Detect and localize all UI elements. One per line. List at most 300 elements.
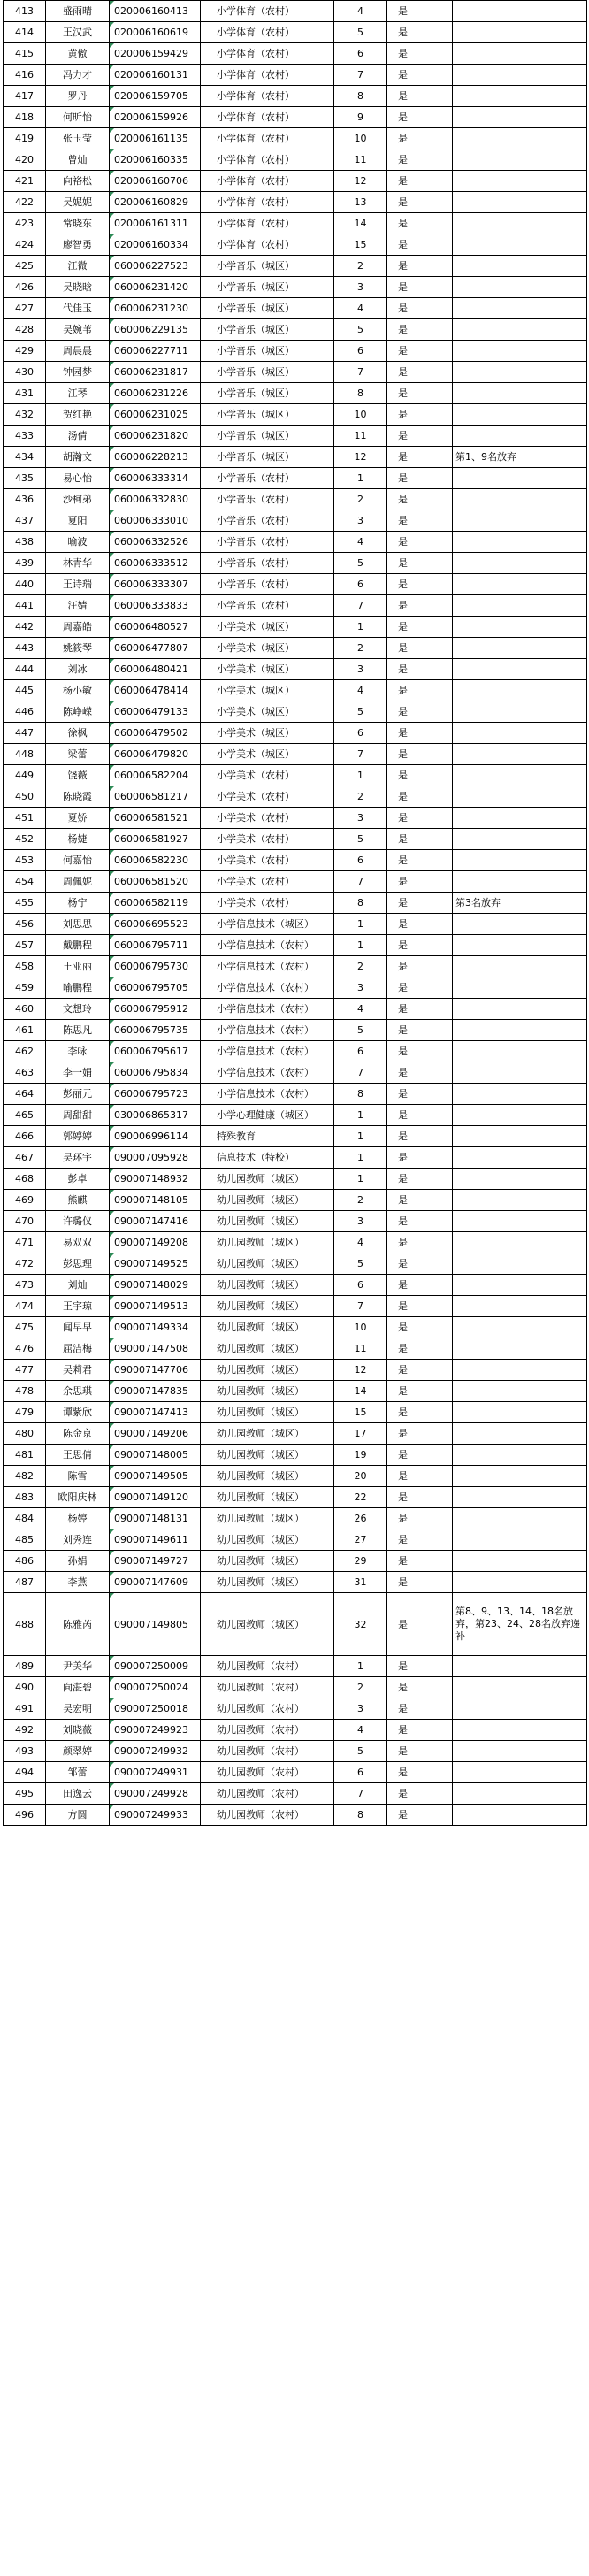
table-row xyxy=(4,680,587,702)
cell-indicator-icon xyxy=(110,1338,114,1343)
candidate-name-cell: 冯力才 xyxy=(46,65,110,86)
rank-cell: 2 xyxy=(334,956,387,978)
table-row xyxy=(4,1487,587,1508)
remark-cell xyxy=(453,1296,587,1317)
cell-indicator-icon xyxy=(110,829,114,833)
remark-cell xyxy=(453,1232,587,1254)
exam-id-cell: 060006333314 xyxy=(110,468,201,489)
table-row xyxy=(4,1445,587,1466)
rank-cell: 31 xyxy=(334,1572,387,1593)
rank-cell: 13 xyxy=(334,192,387,213)
candidate-name-cell: 孙娟 xyxy=(46,1551,110,1572)
position-cell: 幼儿园教师（城区） xyxy=(201,1296,334,1317)
qualified-flag-cell: 是 xyxy=(387,808,453,829)
cell-indicator-icon xyxy=(110,680,114,685)
exam-id-cell: 020006159429 xyxy=(110,43,201,65)
candidate-name-cell: 张玉莹 xyxy=(46,128,110,150)
exam-id-cell: 090007149206 xyxy=(110,1423,201,1445)
candidate-name-cell: 尹美华 xyxy=(46,1656,110,1677)
candidate-name-cell: 夏娇 xyxy=(46,808,110,829)
qualified-flag-cell: 是 xyxy=(387,213,453,234)
remark-cell xyxy=(453,829,587,850)
qualified-flag-cell: 是 xyxy=(387,1741,453,1762)
position-cell: 幼儿园教师（农村） xyxy=(201,1805,334,1826)
rank-cell: 3 xyxy=(334,808,387,829)
exam-id-cell: 090007149334 xyxy=(110,1317,201,1338)
candidate-name-cell: 彭丽元 xyxy=(46,1084,110,1105)
qualified-flag-cell: 是 xyxy=(387,1169,453,1190)
position-cell: 幼儿园教师（城区） xyxy=(201,1572,334,1593)
row-number-cell: 422 xyxy=(4,192,46,213)
rank-cell: 2 xyxy=(334,489,387,510)
candidate-name-cell: 杨婷 xyxy=(46,1508,110,1530)
qualified-flag-cell: 是 xyxy=(387,1232,453,1254)
exam-id-cell: 060006795730 xyxy=(110,956,201,978)
remark-cell xyxy=(453,1084,587,1105)
position-cell: 小学音乐（城区） xyxy=(201,298,334,319)
remark-cell xyxy=(453,1698,587,1720)
exam-id-cell: 060006582204 xyxy=(110,765,201,786)
table-row xyxy=(4,1656,587,1677)
exam-id-cell: 090007149727 xyxy=(110,1551,201,1572)
qualified-flag-cell: 是 xyxy=(387,277,453,298)
cell-indicator-icon xyxy=(110,1126,114,1131)
cell-indicator-icon xyxy=(110,65,114,69)
qualified-flag-cell: 是 xyxy=(387,893,453,914)
exam-id-cell: 090007147835 xyxy=(110,1381,201,1402)
exam-id-cell: 060006795705 xyxy=(110,978,201,999)
remark-cell xyxy=(453,1402,587,1423)
table-row xyxy=(4,1508,587,1530)
position-cell: 小学美术（城区） xyxy=(201,638,334,659)
table-row xyxy=(4,935,587,956)
cell-indicator-icon xyxy=(110,192,114,196)
rank-cell: 3 xyxy=(334,659,387,680)
row-number-cell: 456 xyxy=(4,914,46,935)
row-number-cell: 447 xyxy=(4,723,46,744)
remark-cell xyxy=(453,1169,587,1190)
table-row xyxy=(4,808,587,829)
position-cell: 小学体育（农村） xyxy=(201,192,334,213)
exam-id-cell: 060006795912 xyxy=(110,999,201,1020)
position-cell: 小学信息技术（农村） xyxy=(201,935,334,956)
remark-cell xyxy=(453,1572,587,1593)
table-row xyxy=(4,1698,587,1720)
candidate-name-cell: 盛雨晴 xyxy=(46,1,110,22)
exam-id-cell: 020006160706 xyxy=(110,171,201,192)
qualified-flag-cell: 是 xyxy=(387,1487,453,1508)
candidate-name-cell: 文想玲 xyxy=(46,999,110,1020)
rank-cell: 6 xyxy=(334,1275,387,1296)
table-row xyxy=(4,22,587,43)
candidate-name-cell: 江琴 xyxy=(46,383,110,404)
remark-cell xyxy=(453,702,587,723)
exam-id-cell: 060006795834 xyxy=(110,1062,201,1084)
candidate-name-cell: 杨宁 xyxy=(46,893,110,914)
remark-cell xyxy=(453,362,587,383)
exam-id-cell: 060006795711 xyxy=(110,935,201,956)
candidate-name-cell: 周甜甜 xyxy=(46,1105,110,1126)
candidate-name-cell: 陈峥嵘 xyxy=(46,702,110,723)
remark-cell xyxy=(453,1020,587,1041)
remark-cell xyxy=(453,1381,587,1402)
candidate-name-cell: 彭思理 xyxy=(46,1254,110,1275)
remark-cell xyxy=(453,956,587,978)
table-row xyxy=(4,702,587,723)
row-number-cell: 472 xyxy=(4,1254,46,1275)
position-cell: 小学音乐（城区） xyxy=(201,362,334,383)
position-cell: 小学音乐（城区） xyxy=(201,341,334,362)
row-number-cell: 443 xyxy=(4,638,46,659)
remark-cell xyxy=(453,1211,587,1232)
candidate-name-cell: 廖智勇 xyxy=(46,234,110,256)
position-cell: 幼儿园教师（城区） xyxy=(201,1317,334,1338)
qualified-flag-cell: 是 xyxy=(387,744,453,765)
position-cell: 小学音乐（农村） xyxy=(201,489,334,510)
remark-cell xyxy=(453,850,587,871)
rank-cell: 32 xyxy=(334,1593,387,1656)
row-number-cell: 453 xyxy=(4,850,46,871)
rank-cell: 8 xyxy=(334,1084,387,1105)
exam-id-cell: 020006160334 xyxy=(110,234,201,256)
rank-cell: 12 xyxy=(334,1360,387,1381)
remark-cell xyxy=(453,1062,587,1084)
position-cell: 幼儿园教师（城区） xyxy=(201,1466,334,1487)
cell-indicator-icon xyxy=(110,404,114,409)
exam-id-cell: 060006477807 xyxy=(110,638,201,659)
cell-indicator-icon xyxy=(110,1805,114,1809)
qualified-flag-cell: 是 xyxy=(387,1296,453,1317)
rank-cell: 12 xyxy=(334,171,387,192)
remark-cell: 第1、9名放弃 xyxy=(453,447,587,468)
position-cell: 小学音乐（城区） xyxy=(201,277,334,298)
table-row xyxy=(4,426,587,447)
exam-id-cell: 060006795617 xyxy=(110,1041,201,1062)
position-cell: 小学体育（农村） xyxy=(201,128,334,150)
position-cell: 幼儿园教师（城区） xyxy=(201,1508,334,1530)
rank-cell: 7 xyxy=(334,65,387,86)
remark-cell xyxy=(453,595,587,617)
row-number-cell: 486 xyxy=(4,1551,46,1572)
exam-id-cell: 090007249933 xyxy=(110,1805,201,1826)
exam-id-cell: 060006480527 xyxy=(110,617,201,638)
candidate-name-cell: 沙柯弟 xyxy=(46,489,110,510)
qualified-flag-cell: 是 xyxy=(387,1084,453,1105)
row-number-cell: 426 xyxy=(4,277,46,298)
qualified-flag-cell: 是 xyxy=(387,1656,453,1677)
table-row xyxy=(4,1084,587,1105)
cell-indicator-icon xyxy=(110,1593,114,1598)
candidate-name-cell: 吴晓晗 xyxy=(46,277,110,298)
position-cell: 小学美术（城区） xyxy=(201,617,334,638)
candidate-name-cell: 杨婕 xyxy=(46,829,110,850)
table-row xyxy=(4,956,587,978)
position-cell: 小学美术（农村） xyxy=(201,829,334,850)
candidate-name-cell: 许璐仪 xyxy=(46,1211,110,1232)
remark-cell xyxy=(453,150,587,171)
position-cell: 幼儿园教师（农村） xyxy=(201,1677,334,1698)
remark-cell xyxy=(453,786,587,808)
cell-indicator-icon xyxy=(110,150,114,154)
table-row xyxy=(4,107,587,128)
exam-id-cell: 060006231025 xyxy=(110,404,201,426)
candidate-name-cell: 王思倩 xyxy=(46,1445,110,1466)
cell-indicator-icon xyxy=(110,617,114,621)
row-number-cell: 439 xyxy=(4,553,46,574)
rank-cell: 3 xyxy=(334,1211,387,1232)
candidate-name-cell: 汤倩 xyxy=(46,426,110,447)
candidate-name-cell: 曾灿 xyxy=(46,150,110,171)
candidate-name-cell: 梁蕾 xyxy=(46,744,110,765)
qualified-flag-cell: 是 xyxy=(387,1551,453,1572)
table-row xyxy=(4,341,587,362)
qualified-flag-cell: 是 xyxy=(387,723,453,744)
remark-cell xyxy=(453,914,587,935)
exam-id-cell: 090007148005 xyxy=(110,1445,201,1466)
cell-indicator-icon xyxy=(110,935,114,939)
remark-cell xyxy=(453,510,587,532)
row-number-cell: 451 xyxy=(4,808,46,829)
rank-cell: 1 xyxy=(334,1169,387,1190)
candidate-name-cell: 周嘉皓 xyxy=(46,617,110,638)
qualified-flag-cell: 是 xyxy=(387,871,453,893)
exam-id-cell: 060006231420 xyxy=(110,277,201,298)
position-cell: 幼儿园教师（城区） xyxy=(201,1445,334,1466)
exam-id-cell: 090007149611 xyxy=(110,1530,201,1551)
cell-indicator-icon xyxy=(110,786,114,791)
remark-cell xyxy=(453,978,587,999)
remark-cell xyxy=(453,1677,587,1698)
cell-indicator-icon xyxy=(110,1508,114,1513)
rank-cell: 10 xyxy=(334,128,387,150)
remark-cell xyxy=(453,1656,587,1677)
position-cell: 小学信息技术（农村） xyxy=(201,1041,334,1062)
table-row xyxy=(4,829,587,850)
row-number-cell: 476 xyxy=(4,1338,46,1360)
exam-id-cell: 060006333512 xyxy=(110,553,201,574)
position-cell: 幼儿园教师（城区） xyxy=(201,1254,334,1275)
position-cell: 小学美术（城区） xyxy=(201,659,334,680)
position-cell: 小学体育（农村） xyxy=(201,150,334,171)
position-cell: 小学体育（农村） xyxy=(201,234,334,256)
cell-indicator-icon xyxy=(110,914,114,918)
table-row xyxy=(4,723,587,744)
candidate-name-cell: 李燕 xyxy=(46,1572,110,1593)
exam-id-cell: 060006695523 xyxy=(110,914,201,935)
position-cell: 幼儿园教师（城区） xyxy=(201,1593,334,1656)
rank-cell: 1 xyxy=(334,1656,387,1677)
qualified-flag-cell: 是 xyxy=(387,1402,453,1423)
cell-indicator-icon xyxy=(110,1656,114,1660)
qualified-flag-cell: 是 xyxy=(387,468,453,489)
cell-indicator-icon xyxy=(110,574,114,579)
row-number-cell: 475 xyxy=(4,1317,46,1338)
row-number-cell: 418 xyxy=(4,107,46,128)
table-row xyxy=(4,999,587,1020)
exam-id-cell: 090007095928 xyxy=(110,1147,201,1169)
cell-indicator-icon xyxy=(110,383,114,387)
rank-cell: 14 xyxy=(334,1381,387,1402)
cell-indicator-icon xyxy=(110,1530,114,1534)
remark-cell xyxy=(453,659,587,680)
position-cell: 幼儿园教师（城区） xyxy=(201,1169,334,1190)
qualified-flag-cell: 是 xyxy=(387,383,453,404)
cell-indicator-icon xyxy=(110,1084,114,1088)
exam-id-cell: 060006333833 xyxy=(110,595,201,617)
remark-cell xyxy=(453,532,587,553)
cell-indicator-icon xyxy=(110,447,114,451)
remark-cell xyxy=(453,1720,587,1741)
cell-indicator-icon xyxy=(110,723,114,727)
exam-id-cell: 060006227523 xyxy=(110,256,201,277)
exam-id-cell: 090007147416 xyxy=(110,1211,201,1232)
remark-cell xyxy=(453,341,587,362)
table-row xyxy=(4,574,587,595)
rank-cell: 6 xyxy=(334,1762,387,1783)
table-row xyxy=(4,362,587,383)
row-number-cell: 471 xyxy=(4,1232,46,1254)
exam-id-cell: 090007249923 xyxy=(110,1720,201,1741)
table-row xyxy=(4,1232,587,1254)
cell-indicator-icon xyxy=(110,277,114,281)
position-cell: 小学音乐（城区） xyxy=(201,447,334,468)
qualified-flag-cell: 是 xyxy=(387,234,453,256)
row-number-cell: 481 xyxy=(4,1445,46,1466)
rank-cell: 1 xyxy=(334,468,387,489)
qualified-flag-cell: 是 xyxy=(387,1275,453,1296)
remark-cell xyxy=(453,723,587,744)
cell-indicator-icon xyxy=(110,510,114,515)
candidate-name-cell: 田逸云 xyxy=(46,1783,110,1805)
cell-indicator-icon xyxy=(110,532,114,536)
remark-cell xyxy=(453,468,587,489)
rank-cell: 7 xyxy=(334,1062,387,1084)
table-row xyxy=(4,404,587,426)
row-number-cell: 435 xyxy=(4,468,46,489)
exam-id-cell: 060006231817 xyxy=(110,362,201,383)
exam-id-cell: 060006581217 xyxy=(110,786,201,808)
qualified-flag-cell: 是 xyxy=(387,850,453,871)
cell-indicator-icon xyxy=(110,659,114,663)
qualified-flag-cell: 是 xyxy=(387,1530,453,1551)
table-row xyxy=(4,893,587,914)
row-number-cell: 449 xyxy=(4,765,46,786)
qualified-flag-cell: 是 xyxy=(387,999,453,1020)
rank-cell: 5 xyxy=(334,553,387,574)
qualified-flag-cell: 是 xyxy=(387,1593,453,1656)
row-number-cell: 445 xyxy=(4,680,46,702)
row-number-cell: 462 xyxy=(4,1041,46,1062)
qualified-flag-cell: 是 xyxy=(387,1423,453,1445)
cell-indicator-icon xyxy=(110,22,114,27)
cell-indicator-icon xyxy=(110,1423,114,1428)
remark-cell xyxy=(453,1487,587,1508)
table-row xyxy=(4,532,587,553)
cell-indicator-icon xyxy=(110,956,114,961)
rank-cell: 4 xyxy=(334,298,387,319)
row-number-cell: 421 xyxy=(4,171,46,192)
qualified-flag-cell: 是 xyxy=(387,447,453,468)
remark-cell xyxy=(453,426,587,447)
rank-cell: 1 xyxy=(334,617,387,638)
candidate-name-cell: 喻鹏程 xyxy=(46,978,110,999)
qualified-flag-cell: 是 xyxy=(387,1381,453,1402)
exam-id-cell: 090007148131 xyxy=(110,1508,201,1530)
cell-indicator-icon xyxy=(110,362,114,366)
position-cell: 小学信息技术（农村） xyxy=(201,999,334,1020)
row-number-cell: 488 xyxy=(4,1593,46,1656)
candidate-name-cell: 向裕松 xyxy=(46,171,110,192)
rank-cell: 12 xyxy=(334,447,387,468)
table-row xyxy=(4,1338,587,1360)
table-row xyxy=(4,1805,587,1826)
position-cell: 小学音乐（农村） xyxy=(201,510,334,532)
position-cell: 小学音乐（农村） xyxy=(201,532,334,553)
table-row xyxy=(4,256,587,277)
position-cell: 幼儿园教师（农村） xyxy=(201,1783,334,1805)
exam-id-cell: 060006480421 xyxy=(110,659,201,680)
row-number-cell: 459 xyxy=(4,978,46,999)
table-row xyxy=(4,1062,587,1084)
candidate-name-cell: 王汉武 xyxy=(46,22,110,43)
table-row xyxy=(4,277,587,298)
cell-indicator-icon xyxy=(110,319,114,324)
cell-indicator-icon xyxy=(110,765,114,770)
table-row xyxy=(4,171,587,192)
table-row xyxy=(4,65,587,86)
qualified-flag-cell: 是 xyxy=(387,1062,453,1084)
exam-id-cell: 090007250009 xyxy=(110,1656,201,1677)
qualified-flag-cell: 是 xyxy=(387,829,453,850)
rank-cell: 15 xyxy=(334,1402,387,1423)
rank-cell: 7 xyxy=(334,744,387,765)
row-number-cell: 478 xyxy=(4,1381,46,1402)
qualified-flag-cell: 是 xyxy=(387,914,453,935)
remark-cell xyxy=(453,213,587,234)
position-cell: 小学美术（城区） xyxy=(201,744,334,765)
cell-indicator-icon xyxy=(110,298,114,303)
exam-id-cell: 090007249932 xyxy=(110,1741,201,1762)
exam-id-cell: 090007250018 xyxy=(110,1698,201,1720)
exam-id-cell: 090007147609 xyxy=(110,1572,201,1593)
exam-id-cell: 060006332830 xyxy=(110,489,201,510)
row-number-cell: 496 xyxy=(4,1805,46,1826)
cell-indicator-icon xyxy=(110,426,114,430)
remark-cell xyxy=(453,1105,587,1126)
rank-cell: 7 xyxy=(334,1783,387,1805)
rank-cell: 2 xyxy=(334,1677,387,1698)
rank-cell: 1 xyxy=(334,1126,387,1147)
qualified-flag-cell: 是 xyxy=(387,1677,453,1698)
rank-cell: 8 xyxy=(334,86,387,107)
cell-indicator-icon xyxy=(110,1466,114,1470)
rank-cell: 8 xyxy=(334,1805,387,1826)
candidate-name-cell: 陈雪 xyxy=(46,1466,110,1487)
candidate-name-cell: 彭卓 xyxy=(46,1169,110,1190)
row-number-cell: 482 xyxy=(4,1466,46,1487)
cell-indicator-icon xyxy=(110,893,114,897)
exam-id-cell: 090007148932 xyxy=(110,1169,201,1190)
row-number-cell: 487 xyxy=(4,1572,46,1593)
remark-cell xyxy=(453,999,587,1020)
cell-indicator-icon xyxy=(110,1062,114,1067)
rank-cell: 6 xyxy=(334,574,387,595)
position-cell: 小学美术（城区） xyxy=(201,680,334,702)
remark-cell: 第8、9、13、14、18名放弃，第23、24、28名放弃递补 xyxy=(453,1593,587,1656)
exam-id-cell: 090006996114 xyxy=(110,1126,201,1147)
exam-id-cell: 090007149513 xyxy=(110,1296,201,1317)
table-row xyxy=(4,978,587,999)
